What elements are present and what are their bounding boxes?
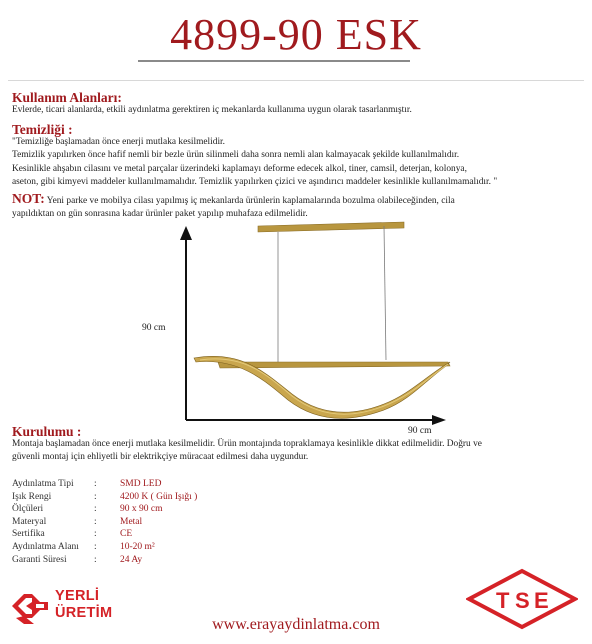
width-dimension-label: 90 cm [408,426,432,436]
spec-value: CE [120,529,133,540]
spec-separator: : [94,516,97,527]
section-divider [8,80,584,81]
lamp-dimension-diagram [0,190,592,440]
spec-row [12,478,197,491]
height-dimension-label: 90 cm [142,323,166,333]
spec-value: 24 Ay [120,554,143,565]
spec-value: 10-20 m² [120,541,155,552]
usage-text: Evlerde, ticari alanlarda, etkili aydınlatma gerektiren iç mekanlarda kullanıma uygun olarak tasarlanmıştır. [12,105,412,115]
spec-value: 4200 K ( Gün Işığı ) [120,491,198,502]
spec-separator: : [94,491,97,502]
spec-separator: : [94,541,97,552]
installation-heading: Kurulumu : [12,424,82,439]
website-link[interactable]: www.erayaydinlatma.com [212,616,380,633]
spec-separator: : [94,554,97,565]
spec-value: SMD LED [120,479,162,489]
spec-table [12,478,197,566]
width-arrow-head [432,415,446,425]
spec-key: Aydınlatma Alanı [12,541,79,552]
cleaning-heading: Temizliği : [12,122,73,137]
tse-letter: T [496,588,510,613]
note-label: NOT: [12,191,45,206]
spec-key: Garanti Süresi [12,554,67,565]
tse-letter: E [534,588,549,613]
spec-value: 90 x 90 cm [120,504,163,515]
cleaning-line: Temizlik yapılırken önce hafif nemli bir bezle ürün silinmeli daha sonra nemli alan kalmayacak şekilde kullanılmalıdır. [12,150,460,161]
usage-heading: Kullanım Alanları: [12,90,122,105]
spec-key: Materyal [12,516,47,527]
spec-row [12,503,197,516]
badge-line: YERLİ [55,588,100,604]
tse-letter: S [515,588,530,613]
spec-row [12,541,197,554]
spec-row [12,516,197,529]
spec-row [12,491,197,504]
note-text-1: Yeni parke ve mobilya cilası yapılmış iç mekanlarda ürünlerin kaplamalarında bozulma olabileceğinden, cila [46,196,455,206]
spec-separator: : [94,504,97,515]
ceiling-canopy [258,222,404,232]
spec-key: Aydınlatma Tipi [12,479,74,489]
spec-key: Sertifika [12,529,45,540]
cleaning-text [12,136,587,189]
installation-line: güvenli montaj için ehliyetli bir elektrikçiye müracaat edilmesi daha uygundur. [12,452,309,463]
spec-key: Ölçüleri [12,504,44,515]
height-arrow-head [180,226,192,240]
cleaning-line: aseton, gibi kimyevi maddeler kullanılmamalıdır. Temizlik yapılırken çizici ve aşındırıcı maddeler kesinlikle kullanılmamalıdır. " [12,176,498,187]
spec-value: Metal [120,516,143,527]
spec-separator: : [94,529,97,540]
title-underline [138,60,410,62]
cleaning-line: Kesinlikle ahşabın cilasını ve metal parçalar üzerindeki kaplamayı deforme edecek alkol, tiner, camsil, deterjan, kolonya, [12,163,467,174]
tse-certification-logo-icon [466,568,578,630]
installation-text [12,438,587,465]
spec-key: Işık Rengi [12,491,52,502]
spec-row [12,554,197,567]
installation-line: Montaja başlamadan önce enerji mutlaka kesilmelidir. Ürün montajında topraklamaya kesinlikle dikkat edilmelidir. Doğru ve [12,439,482,449]
note-text-2: yapıldıktan on gün sonrasına kadar ürünler paket yapılıp muhafaza edilmelidir. [12,209,308,220]
spec-separator: : [94,479,97,489]
suspension-wire [384,226,386,360]
badge-line: ÜRETİM [55,605,113,621]
spec-row [12,528,197,541]
cleaning-line: "Temizliğe başlamadan önce enerji mutlaka kesilmelidir. [12,137,225,147]
product-title: 4899-90 ESK [170,10,422,59]
